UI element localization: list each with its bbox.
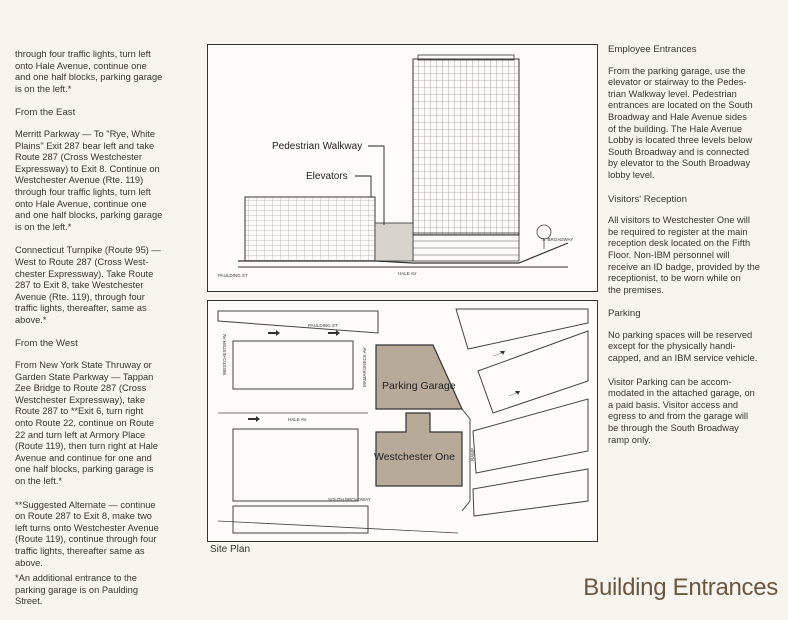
site-plan-svg (208, 301, 597, 541)
site-plan-caption: Site Plan (210, 544, 251, 555)
paulding-st-label: PAULDING ST (308, 323, 338, 328)
garage-elevation (245, 197, 375, 261)
tower-facade (413, 59, 519, 235)
west-block (233, 341, 353, 389)
south-broadway-label: SOUTH BROADWAY (328, 497, 371, 502)
tower-base (413, 233, 519, 261)
visitors-reception-text: All visitors to Westchester One will be required to register at the main reception desk located on the Fifth Floor. Non-IBM personnel will receive an ID badge, provided by the receptionist, to be worn while on the premises. (608, 215, 760, 295)
far-southeast-block (473, 469, 588, 516)
intro-continuation: through four traffic lights, turn left onto Hale Avenue, continue one and one half blocks, parking garage is on the left.* (15, 49, 163, 94)
s-broadway-label: S. BROADWAY (542, 237, 574, 242)
elevation-svg (208, 45, 597, 291)
southeast-block (473, 399, 588, 473)
visitors-reception-heading: Visitors' Reception (608, 193, 687, 205)
visitor-parking-text: Visitor Parking can be accom- modated in the attached garage, on a paid basis. Visitor access and egress to and from the garage will be through the South Broadway ramp only. (608, 376, 755, 445)
south-strip (233, 506, 368, 533)
thruway-directions: From New York State Thruway or Garden State Parkway — Tappan Zee Bridge to Route 287 (Cross Westchester Expressway), take Route 287 to **Exit 6, turn right onto Route 22, continue on Route 22 and turn left at Armory Place (Route 119), then turn right at Hale Avenue and continue for one and one half blocks, parking garage is on the left.* (15, 360, 158, 486)
merritt-parkway-directions: Merritt Parkway — To "Rye, White Plains" Exit 287 bear left and take Route 287 (Cross Westchester Expressway) to Exit 8. Continue on Westchester Avenue (Rte. 119) through four traffic lights, turn left onto Hale Avenue, continue one and one half blocks, parking garage is on the left.* (15, 128, 163, 232)
southwest-block (233, 429, 358, 501)
hale-av-label: HALE AV (398, 271, 417, 276)
parking-garage-footprint (376, 345, 462, 409)
right-column (608, 44, 780, 458)
employee-entrances-heading: Employee Entrances (608, 44, 697, 55)
mamaroneck-av-label: MAMARONECK AV (362, 347, 367, 387)
parking-text: No parking spaces will be reserved except for the physically handi- capped, and an IBM service vehicle. (608, 329, 758, 364)
building-elevation-drawing (207, 44, 598, 292)
left-column (15, 49, 193, 620)
suggested-alternate-note: **Suggested Alternate — continue on Route 287 to Exit 8, make two left turns onto Westchester Avenue (Route 119), continue through four traffic lights, thereafter same as above. (15, 499, 159, 568)
ramp-label: RAMP (470, 447, 475, 461)
ramp-outline (462, 409, 470, 511)
connecticut-turnpike-directions: Connecticut Turnpike (Route 95) — West to Route 287 (Cross West- chester Expressway). Take Route 287 to Exit 8, take Westchester Avenue (Rte. 119), through four traffic lights, thereafter, same as above.* (15, 245, 161, 325)
westchester-one-label: Westchester One (374, 451, 455, 463)
walkway-connector (375, 223, 413, 261)
westchester-one-footprint (376, 413, 462, 486)
employee-entrances-text: From the parking garage, use the elevator or stairway to the Pedes- trian Walkway level. Pedestrian entrances are located on the South Broadway and Hale Avenue sides of the building. The Hale Avenue Lobby is located three levels below South Broadway and is connected by elevator to the South Broadway lobby level. (608, 65, 753, 180)
parking-heading: Parking (608, 308, 641, 320)
from-east-heading: From the East (15, 107, 76, 119)
from-west-heading: From the West (15, 338, 78, 350)
north-block (456, 309, 588, 349)
pedestrian-walkway-label: Pedestrian Walkway (272, 141, 363, 152)
top-left-block (218, 311, 378, 333)
elevators-label: Elevators (306, 171, 348, 182)
hale-av-label: HALE AV (288, 417, 307, 422)
westchester-av-label: WESTCHESTER AV (222, 333, 227, 375)
parking-garage-label: Parking Garage (382, 380, 456, 392)
site-plan-drawing (207, 300, 598, 542)
paulding-st-label: PAULDING ST (218, 273, 248, 278)
additional-entrance-note: *An additional entrance to the parking garage is on Paulding Street. (15, 573, 139, 607)
page-title: Building Entrances (583, 574, 778, 601)
